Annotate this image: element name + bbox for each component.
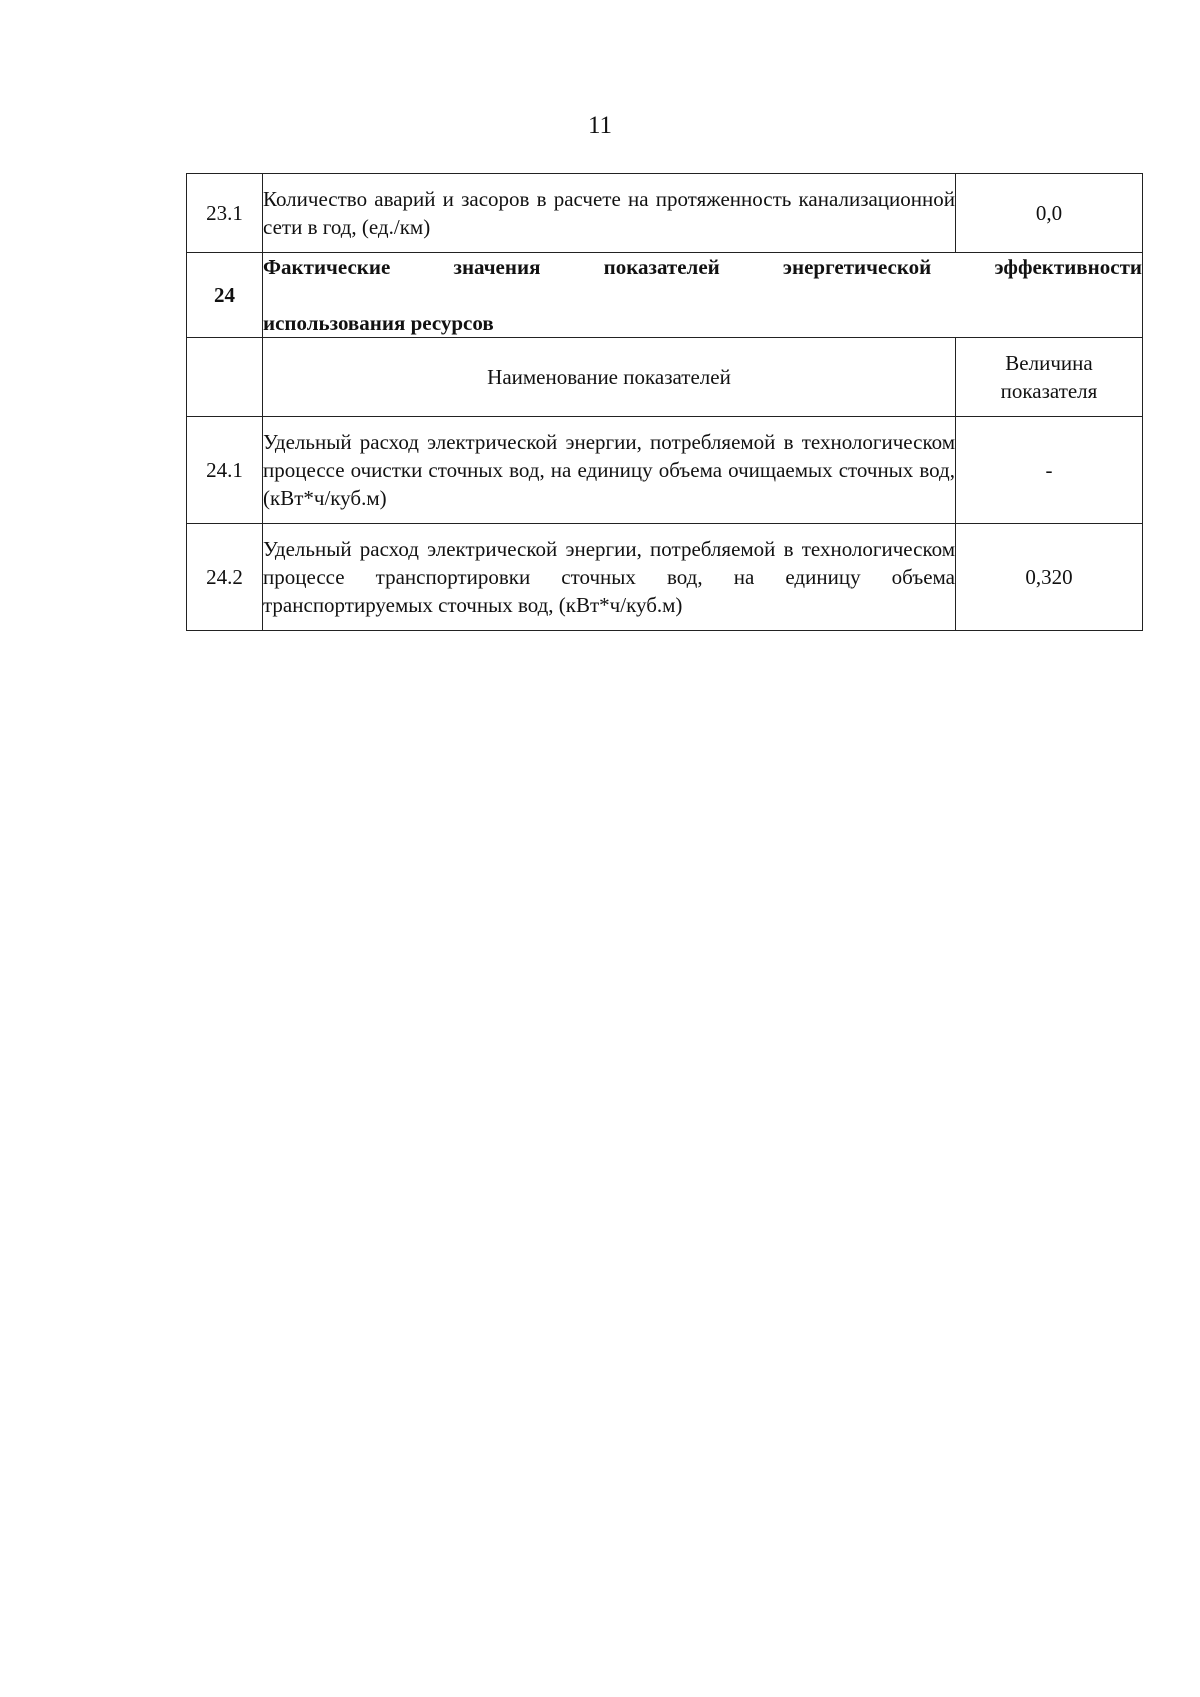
header-name: Наименование показателей bbox=[263, 338, 956, 417]
page-number: 11 bbox=[587, 112, 613, 139]
header-value-line2: показателя bbox=[1000, 379, 1098, 403]
section-title-line2: использования ресурсов bbox=[263, 311, 494, 335]
header-value-line1: Величина bbox=[1005, 351, 1093, 375]
header-row bbox=[187, 338, 1143, 417]
indicators-table bbox=[186, 173, 1143, 631]
indicator-value: - bbox=[956, 417, 1143, 524]
section-title-line1: Фактические значения показателей энергетической эффективности bbox=[263, 255, 1142, 279]
section-row bbox=[187, 253, 1143, 338]
table-row bbox=[187, 417, 1143, 524]
indicator-name: Удельный расход электрической энергии, потребляемой в технологическом процессе транспортировки сточных вод, на единицу объема транспортируемых сточных вод, (кВт*ч/куб.м) bbox=[263, 524, 956, 631]
indicator-name: Количество аварий и засоров в расчете на протяженность канализационной сети в год, (ед./км) bbox=[263, 174, 956, 253]
row-number: 23.1 bbox=[187, 174, 263, 253]
indicator-value: 0,320 bbox=[956, 524, 1143, 631]
indicator-value: 0,0 bbox=[956, 174, 1143, 253]
header-value bbox=[956, 338, 1143, 417]
section-title bbox=[263, 253, 1143, 338]
table-row bbox=[187, 524, 1143, 631]
section-number: 24 bbox=[187, 253, 263, 338]
indicator-name: Удельный расход электрической энергии, потребляемой в технологическом процессе очистки сточных вод, на единицу объема очищаемых сточных вод, (кВт*ч/куб.м) bbox=[263, 417, 956, 524]
row-number: 24.1 bbox=[187, 417, 263, 524]
header-number-cell bbox=[187, 338, 263, 417]
row-number: 24.2 bbox=[187, 524, 263, 631]
table-row bbox=[187, 174, 1143, 253]
